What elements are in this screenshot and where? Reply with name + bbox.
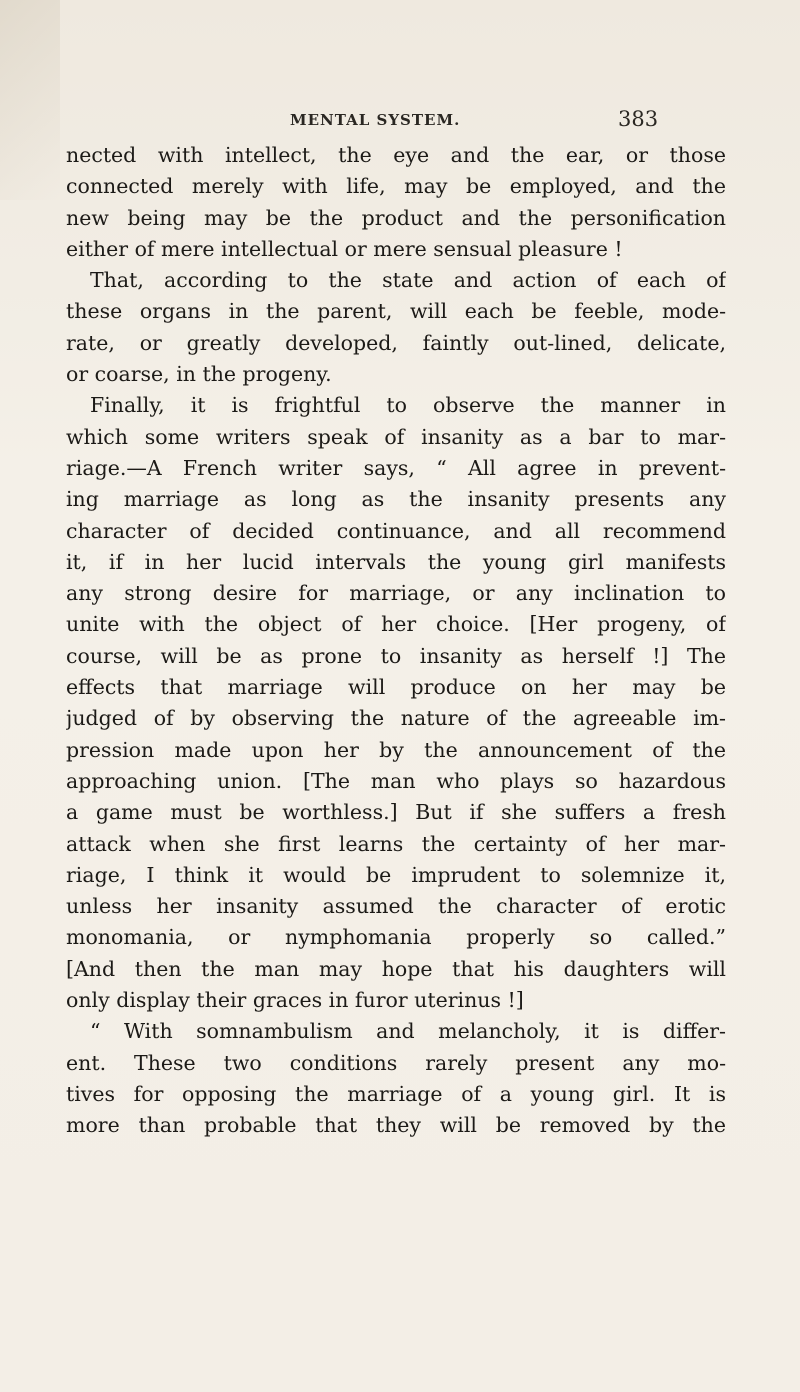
text-line: riage, I think it would be imprudent to solemnize it, xyxy=(66,862,726,887)
text-line: ent. These two conditions rarely present any mo- xyxy=(66,1050,726,1075)
text-line: new being may be the product and the personification xyxy=(66,205,726,230)
text-line: attack when she first learns the certainty of her mar- xyxy=(66,831,726,856)
page-number: 383 xyxy=(618,107,659,131)
text-line: pression made upon her by the announcement of the xyxy=(66,737,726,762)
text-line: only display their graces in furor uterinus !] xyxy=(66,988,524,1013)
text-line: tives for opposing the marriage of a young girl. It is xyxy=(66,1081,726,1106)
text-line: any strong desire for marriage, or any inclination to xyxy=(66,581,726,606)
text-line: course, will be as prone to insanity as herself !] The xyxy=(66,643,726,668)
text-line: nected with intellect, the eye and the ear, or those xyxy=(66,143,726,167)
text-line: unless her insanity assumed the character of erotic xyxy=(66,894,726,919)
text-line: connected merely with life, may be employed, and the xyxy=(66,174,726,199)
text-line: which some writers speak of insanity as a bar to mar- xyxy=(66,424,726,449)
paragraph-start-line: Finally, it is frightful to observe the manner in xyxy=(90,393,726,418)
text-line: a game must be worthless.] But if she suffers a fresh xyxy=(66,800,726,825)
text-line: monomania, or nymphomania properly so called.” xyxy=(66,925,726,950)
paragraph-start-line: That, according to the state and action of each of xyxy=(90,268,726,293)
text-line: riage.—A French writer says, “ All agree in prevent- xyxy=(66,455,726,480)
text-line: character of decided continuance, and all recommend xyxy=(66,518,726,543)
text-line: these organs in the parent, will each be feeble, mode- xyxy=(66,299,726,324)
text-line: judged of by observing the nature of the agreeable im- xyxy=(66,706,726,731)
text-line: effects that marriage will produce on her may be xyxy=(66,675,726,700)
paragraph-start-line: “ With somnambulism and melancholy, it is differ- xyxy=(90,1019,726,1044)
running-head xyxy=(0,107,800,137)
text-line: rate, or greatly developed, faintly out-lined, delicate, xyxy=(66,330,726,355)
text-line: unite with the object of her choice. [Her progeny, of xyxy=(66,612,726,637)
running-title: MENTAL SYSTEM. xyxy=(290,111,461,129)
text-line: it, if in her lucid intervals the young girl manifests xyxy=(66,549,726,574)
body-text xyxy=(66,140,726,1142)
text-line: either of mere intellectual or mere sensual pleasure ! xyxy=(66,236,623,261)
text-line: ing marriage as long as the insanity presents any xyxy=(66,487,726,512)
text-line: approaching union. [The man who plays so hazardous xyxy=(66,768,726,793)
text-line: or coarse, in the progeny. xyxy=(66,362,332,387)
text-line: [And then the man may hope that his daughters will xyxy=(66,956,726,981)
text-line: more than probable that they will be removed by the xyxy=(66,1113,726,1138)
